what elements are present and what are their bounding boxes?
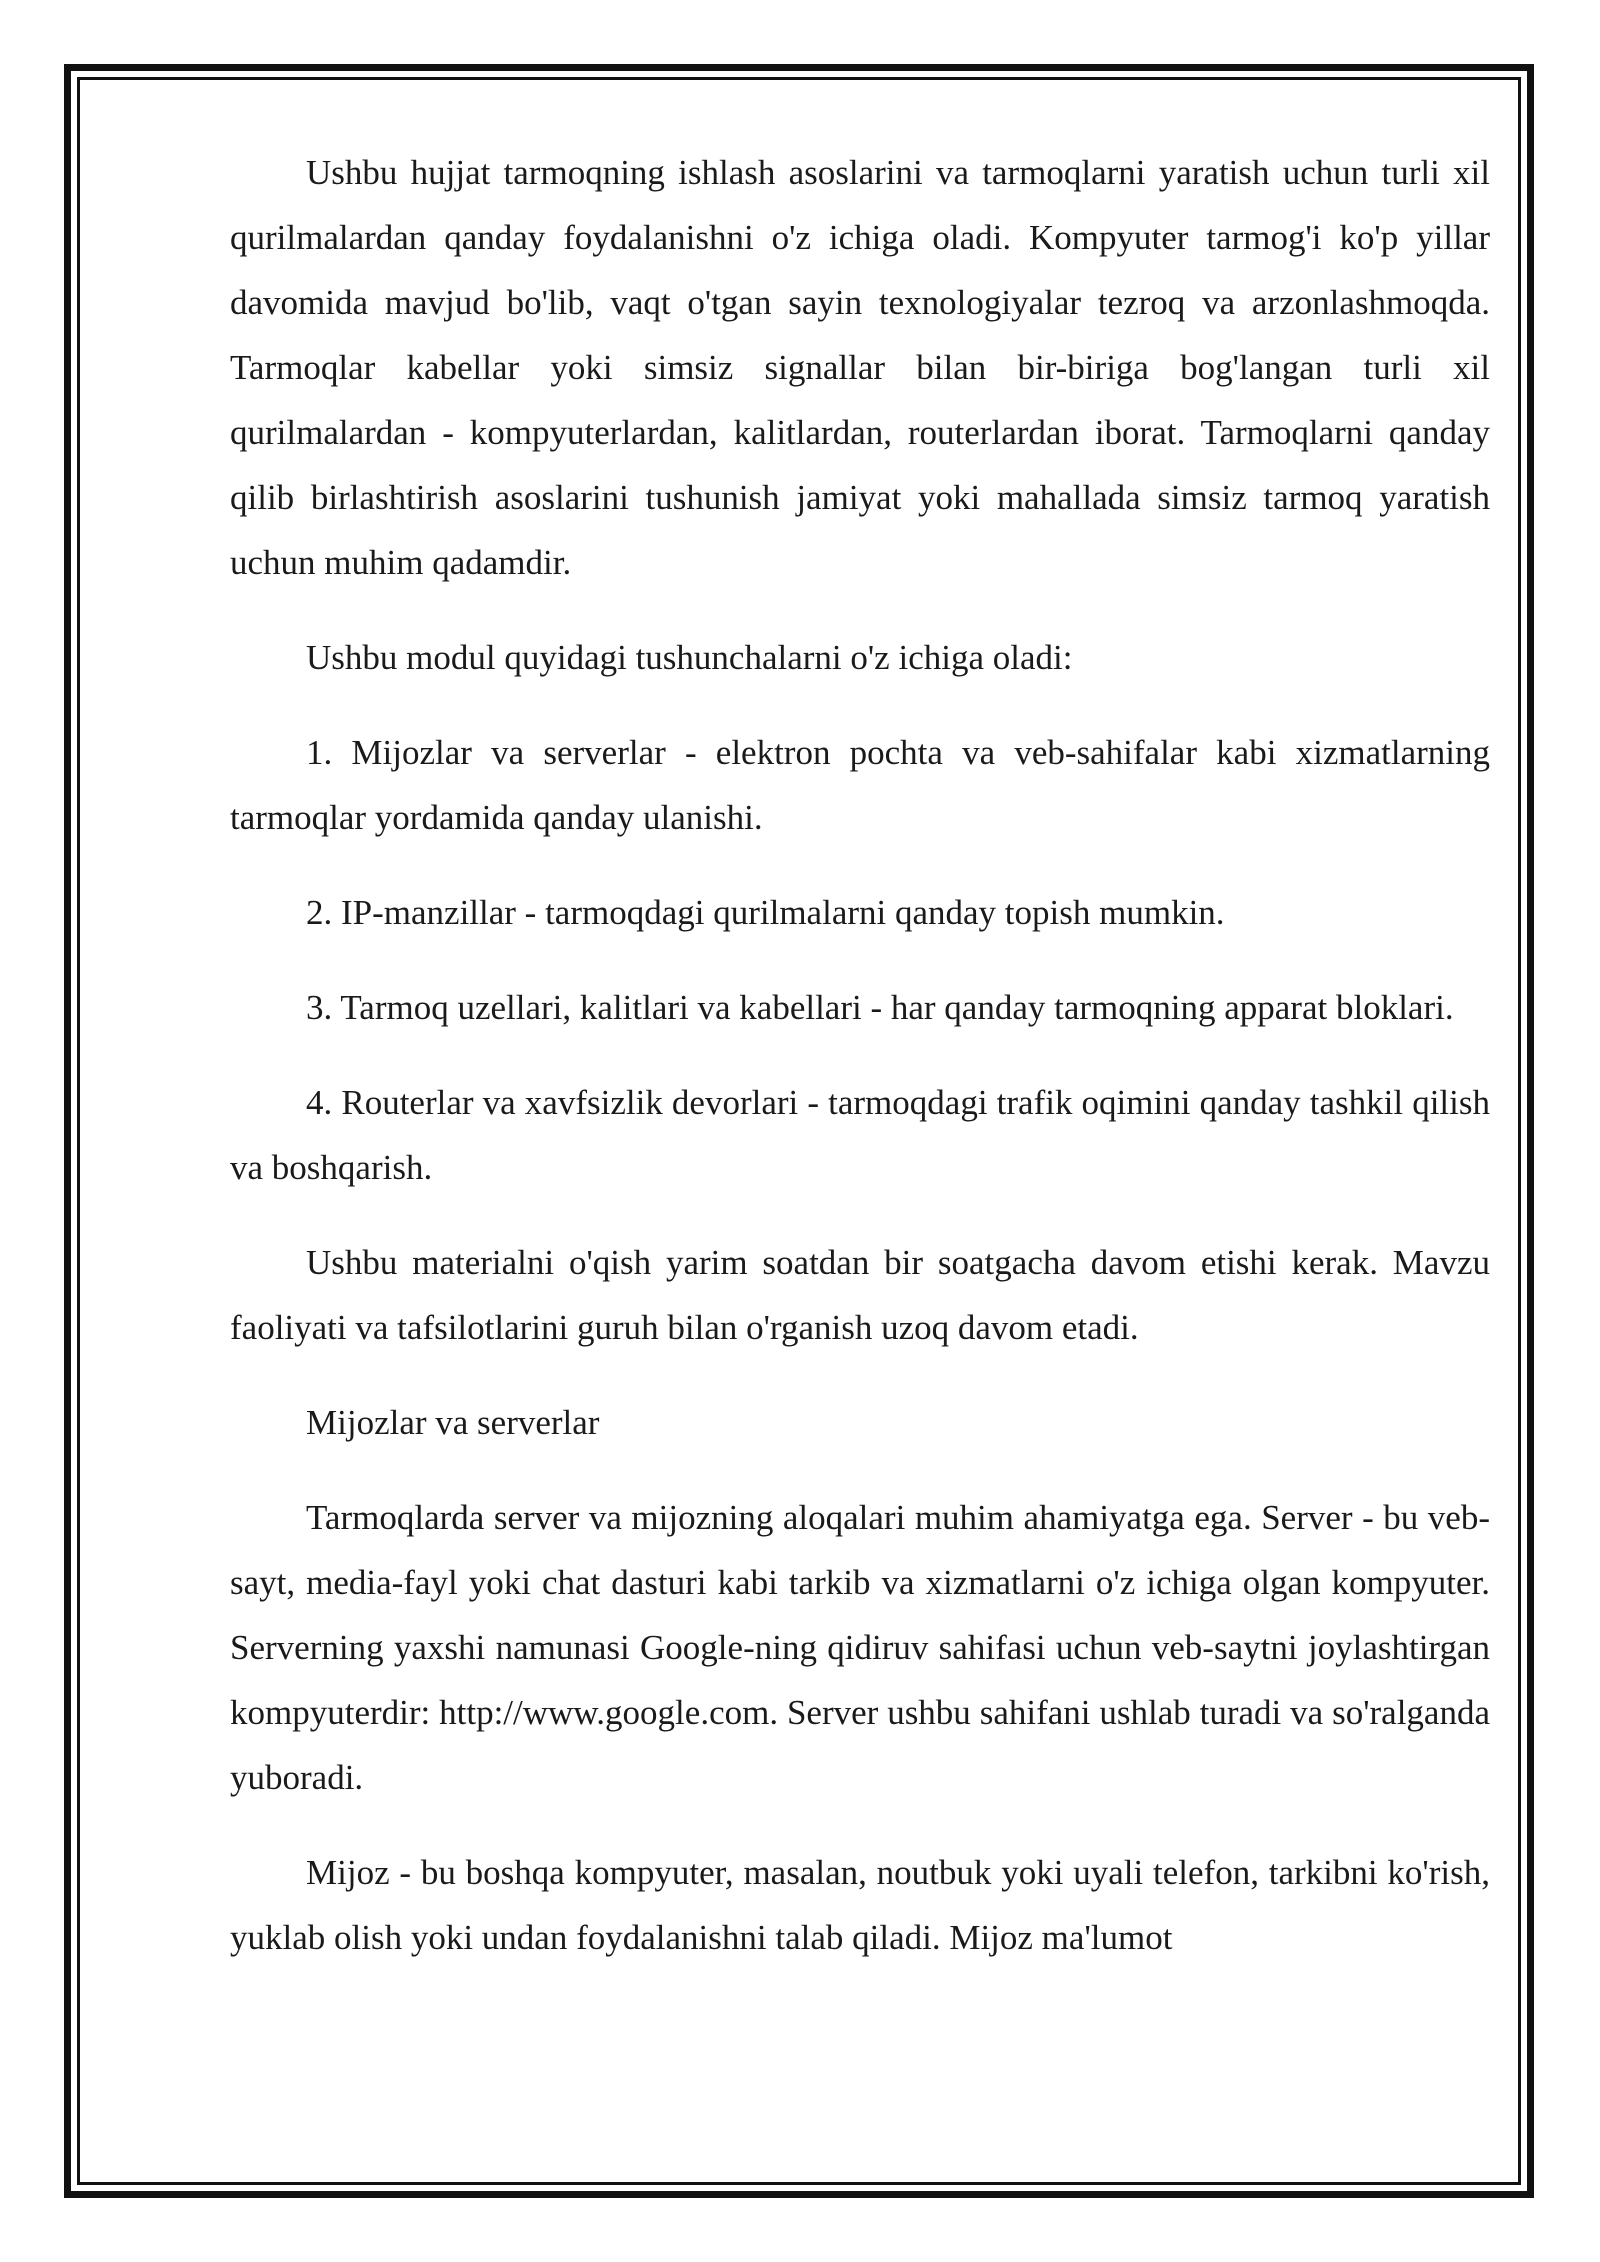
reading-time-paragraph: Ushbu materialni o'qish yarim soatdan bir soatgacha davom etishi kerak. Mavzu faoliyati va tafsilotlarini guruh bilan o'rganish uzoq davom etadi. [230, 1243, 1490, 1347]
list-item-nodes-switches: 3. Tarmoq uzellari, kalitlari va kabellari - har qanday tarmoqning apparat bloklari. [306, 988, 1454, 1027]
client-paragraph: Mijoz - bu boshqa kompyuter, masalan, noutbuk yoki uyali telefon, tarkibni ko'rish, yuklab olish yoki undan foydalanishni talab qiladi. Mijoz ma'lumot [230, 1853, 1490, 1957]
intro-paragraph: Ushbu hujjat tarmoqning ishlash asoslarini va tarmoqlarni yaratish uchun turli xil qurilmalardan qanday foydalanishni o'z ichiga oladi. Kompyuter tarmog'i ko'p yillar davomida mavjud bo'lib, vaqt o'tgan sayin texnologiyalar tezroq va arzonlashmoqda. Tarmoqlar kabellar yoki simsiz signallar bilan bir-biriga bog'langan turli xil qurilmalardan - kompyuterlardan, kalitlardan, routerlardan iborat. Tarmoqlarni qanday qilib birlashtirish asoslarini tushunish jamiyat yoki mahallada simsiz tarmoq yaratish uchun muhim qadamdir. [230, 153, 1490, 582]
list-item-ip-addresses: 2. IP-manzillar - tarmoqdagi qurilmalarni qanday topish mumkin. [306, 893, 1225, 932]
section-heading: Mijozlar va serverlar [306, 1403, 600, 1442]
list-item-routers-firewalls: 4. Routerlar va xavfsizlik devorlari - tarmoqdagi trafik oqimini qanday tashkil qilish va boshqarish. [230, 1083, 1490, 1187]
list-item-clients-servers: 1. Mijozlar va serverlar - elektron pochta va veb-sahifalar kabi xizmatlarning tarmoqlar yordamida qanday ulanishi. [230, 733, 1490, 837]
module-concepts-intro: Ushbu modul quyidagi tushunchalarni o'z ichiga oladi: [306, 638, 1073, 677]
document-body [230, 140, 1490, 2000]
server-paragraph: Tarmoqlarda server va mijozning aloqalari muhim ahamiyatga ega. Server - bu veb-sayt, media-fayl yoki chat dasturi kabi tarkib va xizmatlarni o'z ichiga olgan kompyuter. Serverning yaxshi namunasi Google-ning qidiruv sahifasi uchun veb-saytni joylashtirgan kompyuterdir: http://www.google.com. Server ushbu sahifani ushlab turadi va so'ralganda yuboradi. [230, 1498, 1490, 1797]
